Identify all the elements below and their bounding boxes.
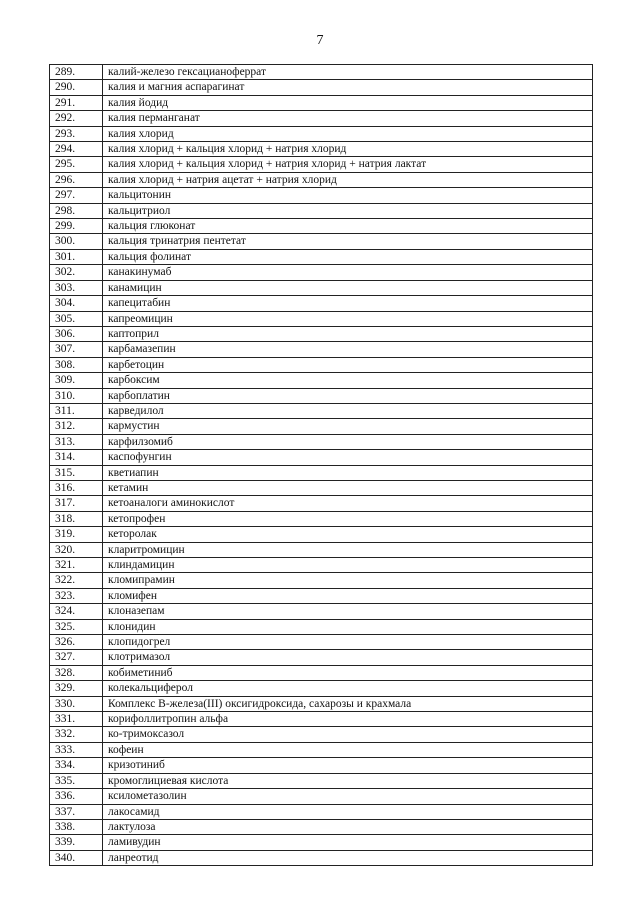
- table-row: [50, 326, 593, 341]
- row-number: 297.: [50, 188, 103, 203]
- drug-name: кальцитриол: [103, 203, 593, 218]
- table-row: [50, 789, 593, 804]
- row-number: 331.: [50, 712, 103, 727]
- row-number: 325.: [50, 619, 103, 634]
- table-row: [50, 388, 593, 403]
- table-row: [50, 588, 593, 603]
- table-row: [50, 527, 593, 542]
- drug-name: канакинумаб: [103, 265, 593, 280]
- drug-name: кальцитонин: [103, 188, 593, 203]
- row-number: 333.: [50, 742, 103, 757]
- row-number: 306.: [50, 326, 103, 341]
- row-number: 308.: [50, 357, 103, 372]
- table-row: [50, 188, 593, 203]
- row-number: 313.: [50, 434, 103, 449]
- row-number: 330.: [50, 696, 103, 711]
- table-row: [50, 142, 593, 157]
- drug-name: клопидогрел: [103, 635, 593, 650]
- drug-name: ланреотид: [103, 850, 593, 865]
- drug-name: колекальциферол: [103, 681, 593, 696]
- drug-name: клоназепам: [103, 604, 593, 619]
- drug-name: калия и магния аспарагинат: [103, 80, 593, 95]
- row-number: 337.: [50, 804, 103, 819]
- table-row: [50, 681, 593, 696]
- table-row: [50, 373, 593, 388]
- row-number: 307.: [50, 342, 103, 357]
- table-row: [50, 850, 593, 865]
- drug-name: карбоплатин: [103, 388, 593, 403]
- table-row: [50, 804, 593, 819]
- table-row: [50, 480, 593, 495]
- table-row: [50, 434, 593, 449]
- table-row: [50, 126, 593, 141]
- drug-name: кетамин: [103, 480, 593, 495]
- table-row: [50, 219, 593, 234]
- row-number: 302.: [50, 265, 103, 280]
- row-number: 291.: [50, 95, 103, 110]
- drug-name: корифоллитропин альфа: [103, 712, 593, 727]
- drug-name: кризотиниб: [103, 758, 593, 773]
- drug-name: клиндамицин: [103, 558, 593, 573]
- table-row: [50, 403, 593, 418]
- drug-name: канамицин: [103, 280, 593, 295]
- table-row: [50, 357, 593, 372]
- row-number: 336.: [50, 789, 103, 804]
- drug-name: карбетоцин: [103, 357, 593, 372]
- drug-name: кломифен: [103, 588, 593, 603]
- drug-name: калия хлорид + натрия ацетат + натрия хлорид: [103, 172, 593, 187]
- drug-name: кальция тринатрия пентетат: [103, 234, 593, 249]
- table-row: [50, 80, 593, 95]
- drug-name: кобиметиниб: [103, 665, 593, 680]
- row-number: 329.: [50, 681, 103, 696]
- row-number: 339.: [50, 835, 103, 850]
- row-number: 334.: [50, 758, 103, 773]
- table-row: [50, 819, 593, 834]
- drug-name: карбоксим: [103, 373, 593, 388]
- table-row: [50, 511, 593, 526]
- row-number: 332.: [50, 727, 103, 742]
- drug-name: кофеин: [103, 742, 593, 757]
- drug-name: лакосамид: [103, 804, 593, 819]
- drug-list-body: [50, 65, 593, 866]
- drug-name: карведилол: [103, 403, 593, 418]
- table-row: [50, 650, 593, 665]
- table-row: [50, 558, 593, 573]
- drug-name: кромоглициевая кислота: [103, 773, 593, 788]
- row-number: 304.: [50, 296, 103, 311]
- table-row: [50, 450, 593, 465]
- drug-name: кломипрамин: [103, 573, 593, 588]
- table-row: [50, 203, 593, 218]
- drug-name: каспофунгин: [103, 450, 593, 465]
- table-row: [50, 234, 593, 249]
- page-number: 7: [316, 33, 324, 48]
- table-row: [50, 249, 593, 264]
- row-number: 328.: [50, 665, 103, 680]
- row-number: 314.: [50, 450, 103, 465]
- row-number: 289.: [50, 65, 103, 80]
- row-number: 323.: [50, 588, 103, 603]
- row-number: 310.: [50, 388, 103, 403]
- drug-name: кетоаналоги аминокислот: [103, 496, 593, 511]
- drug-name: лактулоза: [103, 819, 593, 834]
- table-row: [50, 712, 593, 727]
- row-number: 293.: [50, 126, 103, 141]
- table-row: [50, 619, 593, 634]
- row-number: 312.: [50, 419, 103, 434]
- drug-name: калия хлорид: [103, 126, 593, 141]
- row-number: 298.: [50, 203, 103, 218]
- table-row: [50, 311, 593, 326]
- row-number: 322.: [50, 573, 103, 588]
- row-number: 309.: [50, 373, 103, 388]
- table-row: [50, 665, 593, 680]
- drug-name: калия перманганат: [103, 111, 593, 126]
- drug-name: кветиапин: [103, 465, 593, 480]
- drug-name: калия йодид: [103, 95, 593, 110]
- drug-name: кальция глюконат: [103, 219, 593, 234]
- drug-name: каптоприл: [103, 326, 593, 341]
- row-number: 294.: [50, 142, 103, 157]
- table-row: [50, 542, 593, 557]
- row-number: 316.: [50, 480, 103, 495]
- row-number: 335.: [50, 773, 103, 788]
- row-number: 301.: [50, 249, 103, 264]
- row-number: 300.: [50, 234, 103, 249]
- table-row: [50, 604, 593, 619]
- drug-name: кальция фолинат: [103, 249, 593, 264]
- row-number: 305.: [50, 311, 103, 326]
- table-row: [50, 111, 593, 126]
- drug-name: ко-тримоксазол: [103, 727, 593, 742]
- row-number: 340.: [50, 850, 103, 865]
- table-row: [50, 419, 593, 434]
- table-row: [50, 342, 593, 357]
- table-row: [50, 65, 593, 80]
- row-number: 318.: [50, 511, 103, 526]
- row-number: 295.: [50, 157, 103, 172]
- row-number: 319.: [50, 527, 103, 542]
- drug-name: кеторолак: [103, 527, 593, 542]
- drug-name: карфилзомиб: [103, 434, 593, 449]
- table-row: [50, 280, 593, 295]
- table-row: [50, 573, 593, 588]
- table-row: [50, 95, 593, 110]
- table-row: [50, 496, 593, 511]
- drug-name: ксилометазолин: [103, 789, 593, 804]
- row-number: 321.: [50, 558, 103, 573]
- table-row: [50, 157, 593, 172]
- row-number: 324.: [50, 604, 103, 619]
- row-number: 317.: [50, 496, 103, 511]
- drug-name: кармустин: [103, 419, 593, 434]
- drug-name: кларитромицин: [103, 542, 593, 557]
- drug-name: клонидин: [103, 619, 593, 634]
- drug-name: калия хлорид + кальция хлорид + натрия хлорид: [103, 142, 593, 157]
- drug-list-table: [49, 64, 593, 866]
- row-number: 296.: [50, 172, 103, 187]
- table-row: [50, 635, 593, 650]
- drug-name: клотримазол: [103, 650, 593, 665]
- drug-name: кетопрофен: [103, 511, 593, 526]
- table-row: [50, 172, 593, 187]
- table-row: [50, 835, 593, 850]
- table-row: [50, 265, 593, 280]
- table-row: [50, 696, 593, 711]
- drug-name: капецитабин: [103, 296, 593, 311]
- drug-name: калия хлорид + кальция хлорид + натрия хлорид + натрия лактат: [103, 157, 593, 172]
- table-row: [50, 465, 593, 480]
- row-number: 303.: [50, 280, 103, 295]
- table-row: [50, 773, 593, 788]
- row-number: 326.: [50, 635, 103, 650]
- row-number: 320.: [50, 542, 103, 557]
- drug-name: калий-железо гексацианоферрат: [103, 65, 593, 80]
- row-number: 292.: [50, 111, 103, 126]
- drug-name: карбамазепин: [103, 342, 593, 357]
- table-row: [50, 727, 593, 742]
- table-row: [50, 742, 593, 757]
- row-number: 311.: [50, 403, 103, 418]
- drug-name: Комплекс В-железа(III) оксигидроксида, сахарозы и крахмала: [103, 696, 593, 711]
- row-number: 299.: [50, 219, 103, 234]
- row-number: 338.: [50, 819, 103, 834]
- table-row: [50, 296, 593, 311]
- row-number: 327.: [50, 650, 103, 665]
- drug-name: ламивудин: [103, 835, 593, 850]
- table-row: [50, 758, 593, 773]
- row-number: 290.: [50, 80, 103, 95]
- drug-name: капреомицин: [103, 311, 593, 326]
- row-number: 315.: [50, 465, 103, 480]
